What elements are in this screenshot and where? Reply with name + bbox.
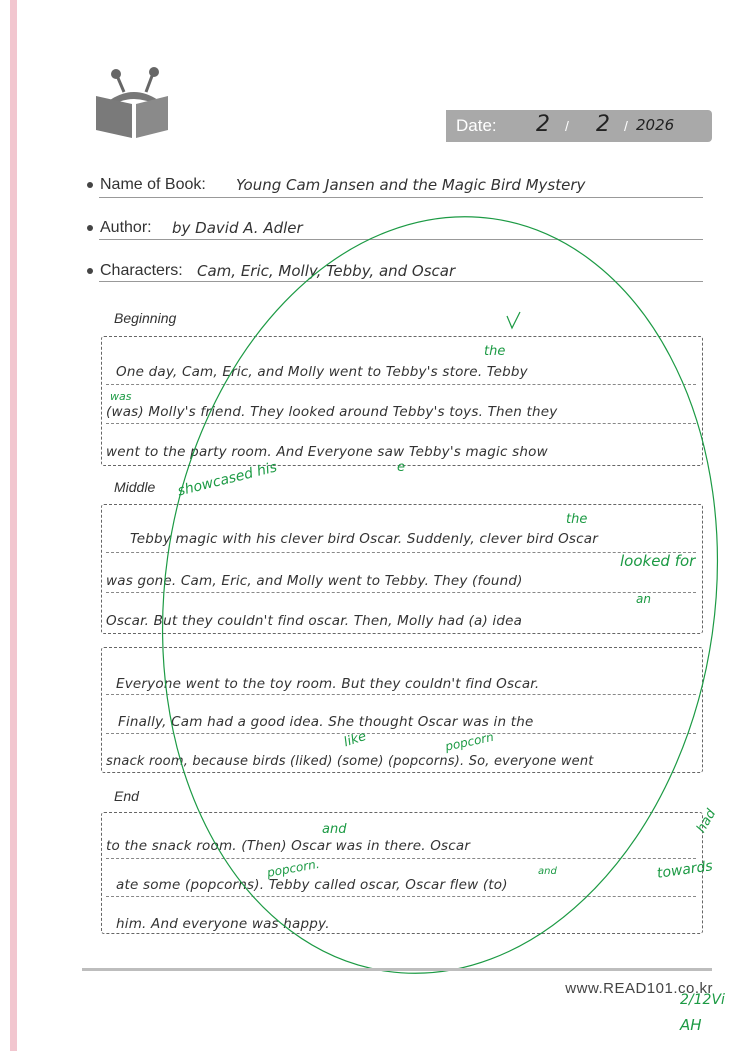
end-line-3: him. And everyone was happy.	[116, 916, 330, 932]
correction-an: an	[636, 592, 651, 606]
characters-value: Cam, Eric, Molly, Tebby, and Oscar	[197, 262, 456, 280]
beginning-line-1: One day, Cam, Eric, and Molly went to Tebby's store. Tebby	[116, 364, 528, 380]
middle-line-6: snack room, because birds (liked) (some) (popcorns). So, everyone went	[106, 754, 594, 769]
teacher-signature-initials: AH	[680, 1016, 702, 1034]
section-middle: Middle	[114, 479, 156, 495]
date-day: 2	[596, 112, 610, 137]
end-line-2: ate some (popcorns). Tebby called oscar, Oscar flew (to)	[116, 877, 508, 893]
correction-like: like	[342, 728, 369, 751]
correction-popcorn: popcorn	[444, 729, 495, 754]
middle-line-3: Oscar. But they couldn't find oscar. Then, Molly had (a) idea	[106, 613, 523, 629]
footer-divider	[82, 968, 712, 971]
middle-line-1: Tebby magic with his clever bird Oscar. Suddenly, clever bird Oscar	[130, 531, 598, 547]
correction-the: the	[484, 344, 506, 359]
book-field	[87, 176, 206, 194]
correction-looked-for: looked for	[620, 552, 696, 570]
page-edge	[10, 0, 17, 1051]
date-month: 2	[536, 112, 550, 137]
section-beginning: Beginning	[114, 310, 177, 326]
characters-label: Characters:	[100, 262, 183, 279]
correction-was: was	[110, 390, 132, 403]
date-bar: Date: 2 / 2 / 2026	[446, 110, 712, 142]
book-value: Young Cam Jansen and the Magic Bird Mystery	[236, 176, 586, 194]
teacher-signature-date: 2/12Vi	[680, 992, 725, 1008]
correction-popcorn-2: popcorn.	[266, 856, 321, 880]
author-value: by David A. Adler	[172, 219, 303, 237]
characters-field	[87, 262, 183, 280]
beginning-line-2: (was) Molly's friend. They looked around Tebby's toys. Then they	[106, 404, 558, 420]
date-label: Date:	[456, 116, 497, 135]
book-label: Name of Book:	[100, 176, 206, 193]
correction-had: had	[694, 806, 720, 836]
correction-e: e	[397, 460, 405, 475]
middle-line-5: Finally, Cam had a good idea. She thought Oscar was in the	[118, 714, 534, 730]
correction-the-2: the	[566, 512, 588, 527]
correction-showcased: showcased his	[176, 459, 279, 500]
end-line-1: to the snack room. (Then) Oscar was in there. Oscar	[106, 838, 471, 854]
section-end: End	[114, 788, 139, 804]
middle-line-4: Everyone went to the toy room. But they couldn't find Oscar.	[116, 676, 540, 692]
author-field	[87, 219, 152, 237]
footer-site: www.READ101.co.kr	[565, 980, 713, 997]
beginning-line-3: went to the party room. And Everyone saw Tebby's magic show	[106, 444, 548, 460]
book-logo-icon	[92, 66, 172, 138]
middle-line-2: was gone. Cam, Eric, and Molly went to Tebby. They (found)	[106, 573, 523, 589]
correction-and-2: and	[538, 866, 557, 877]
date-year: 2026	[636, 116, 675, 134]
author-label: Author:	[100, 219, 152, 236]
correction-towards: towards	[656, 858, 714, 882]
correction-and: and	[322, 822, 347, 837]
